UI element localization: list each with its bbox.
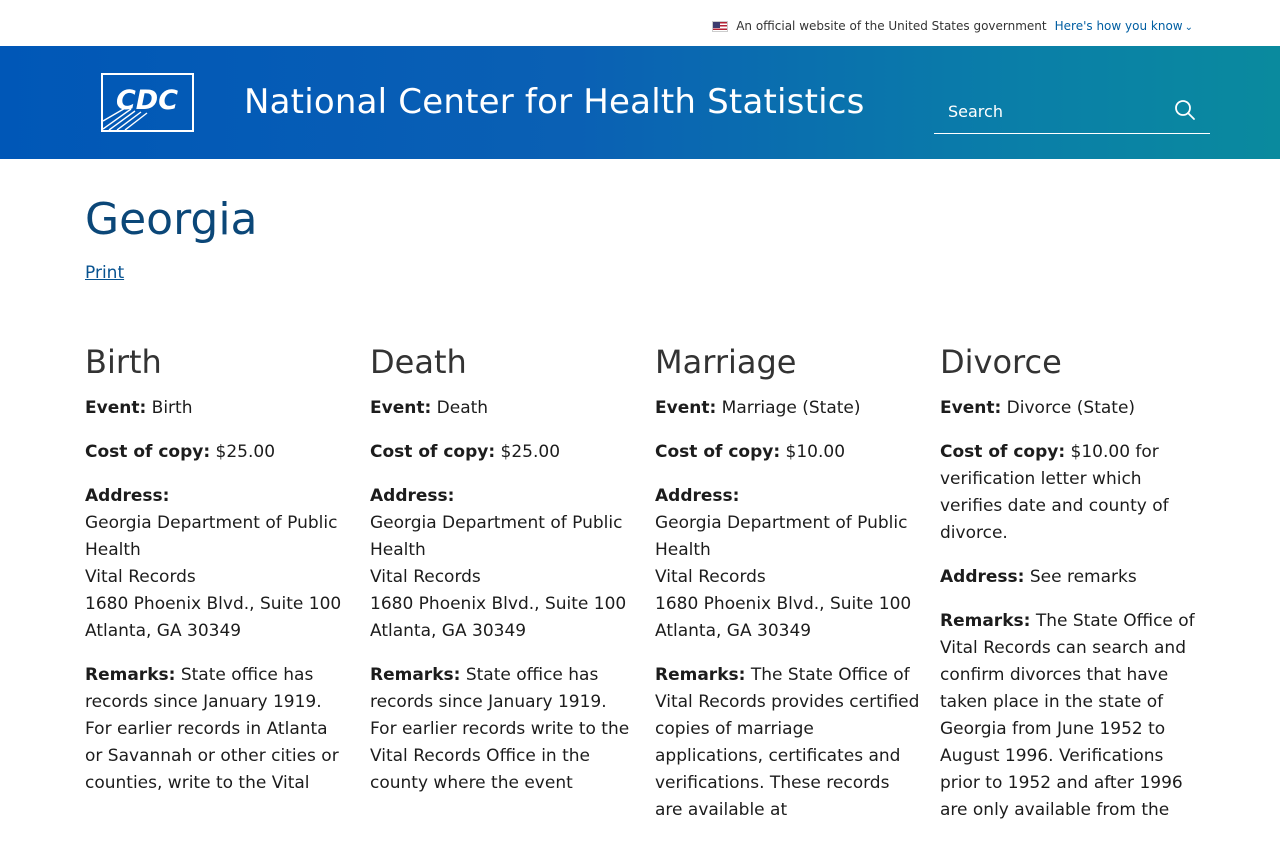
vital-records-columns <box>85 345 1225 841</box>
remarks-field <box>370 662 635 797</box>
address-line: Georgia Department of Public Health <box>655 513 908 561</box>
birth-column <box>85 345 370 841</box>
cost-label: Cost of copy: <box>940 442 1066 463</box>
cost-value: $10.00 <box>785 442 846 463</box>
remarks-label: Remarks: <box>85 665 176 686</box>
site-title[interactable]: National Center for Health Statistics <box>244 82 865 122</box>
cost-field <box>655 439 920 466</box>
search-box <box>934 90 1210 134</box>
page-title: Georgia <box>85 194 258 245</box>
column-title: Death <box>370 343 467 381</box>
address-value: See remarks <box>1029 567 1137 588</box>
address-line: Atlanta, GA 30349 <box>85 621 242 642</box>
print-link[interactable]: Print <box>85 263 125 283</box>
cost-label: Cost of copy: <box>370 442 496 463</box>
column-title: Birth <box>85 343 162 381</box>
event-field <box>85 395 350 422</box>
cdc-logo-text: CDC <box>115 85 179 116</box>
address-label: Address: <box>370 486 455 507</box>
address-field <box>85 483 350 645</box>
address-field <box>940 564 1205 591</box>
remarks-value: The State Office of Vital Records provides certified copies of marriage applications, certificates and verifications. These records are available at <box>655 665 920 821</box>
address-label: Address: <box>85 486 170 507</box>
official-gov-banner <box>0 0 1280 46</box>
death-column <box>370 345 655 841</box>
event-value: Divorce (State) <box>1006 398 1136 419</box>
remarks-label: Remarks: <box>940 611 1031 632</box>
remarks-field <box>85 662 350 797</box>
cost-value: $10.00 for verification letter which verifies date and county of divorce. <box>940 442 1169 544</box>
remarks-label: Remarks: <box>370 665 461 686</box>
column-title: Marriage <box>655 343 797 381</box>
address-line: Georgia Department of Public Health <box>85 513 338 561</box>
chevron-down-icon: ⌄ <box>1184 22 1193 33</box>
cost-label: Cost of copy: <box>655 442 781 463</box>
address-line: Vital Records <box>655 567 766 588</box>
us-flag-icon <box>712 21 728 32</box>
event-label: Event: <box>370 398 432 419</box>
search-icon <box>1174 99 1196 121</box>
marriage-column <box>655 345 940 841</box>
remarks-field <box>940 608 1205 824</box>
cost-value: $25.00 <box>500 442 561 463</box>
event-label: Event: <box>85 398 147 419</box>
column-title: Divorce <box>940 343 1062 381</box>
address-label: Address: <box>655 486 740 507</box>
cdc-logo[interactable] <box>101 73 194 132</box>
site-header <box>0 46 1280 159</box>
gov-banner-content <box>712 19 1193 33</box>
cost-field <box>940 439 1205 547</box>
divorce-column <box>940 345 1225 841</box>
address-line: Atlanta, GA 30349 <box>370 621 527 642</box>
event-field <box>655 395 920 422</box>
cost-field <box>370 439 635 466</box>
address-line: Vital Records <box>85 567 196 588</box>
search-input[interactable] <box>948 102 1148 121</box>
gov-banner-text: An official website of the United States government <box>736 19 1047 33</box>
event-value: Birth <box>151 398 193 419</box>
cost-label: Cost of copy: <box>85 442 211 463</box>
address-line: Atlanta, GA 30349 <box>655 621 812 642</box>
address-line: 1680 Phoenix Blvd., Suite 100 <box>85 594 342 615</box>
remarks-value: State office has records since January 1919. For earlier records in Atlanta or Savannah or other cities or counties, write to the Vital <box>85 665 339 794</box>
heres-how-you-know-label: Here's how you know <box>1054 19 1183 33</box>
event-value: Marriage (State) <box>721 398 861 419</box>
address-line: 1680 Phoenix Blvd., Suite 100 <box>370 594 627 615</box>
remarks-label: Remarks: <box>655 665 746 686</box>
cdc-logo-icon <box>101 73 194 132</box>
remarks-value: The State Office of Vital Records can search and confirm divorces that have taken place in the state of Georgia from June 1952 to August 1996. Verifications prior to 1952 and after 1996 are only available from the <box>940 611 1195 821</box>
event-field <box>370 395 635 422</box>
search-button[interactable] <box>1174 99 1196 125</box>
address-label: Address: <box>940 567 1025 588</box>
event-label: Event: <box>940 398 1002 419</box>
address-field <box>655 483 920 645</box>
address-line: Vital Records <box>370 567 481 588</box>
heres-how-you-know-link[interactable] <box>1055 19 1193 33</box>
address-line: Georgia Department of Public Health <box>370 513 623 561</box>
event-value: Death <box>436 398 489 419</box>
address-field <box>370 483 635 645</box>
remarks-value: State office has records since January 1919. For earlier records write to the Vital Records Office in the county where the event <box>370 665 630 794</box>
address-line: 1680 Phoenix Blvd., Suite 100 <box>655 594 912 615</box>
remarks-field <box>655 662 920 824</box>
event-field <box>940 395 1205 422</box>
cost-field <box>85 439 350 466</box>
cost-value: $25.00 <box>215 442 276 463</box>
event-label: Event: <box>655 398 717 419</box>
